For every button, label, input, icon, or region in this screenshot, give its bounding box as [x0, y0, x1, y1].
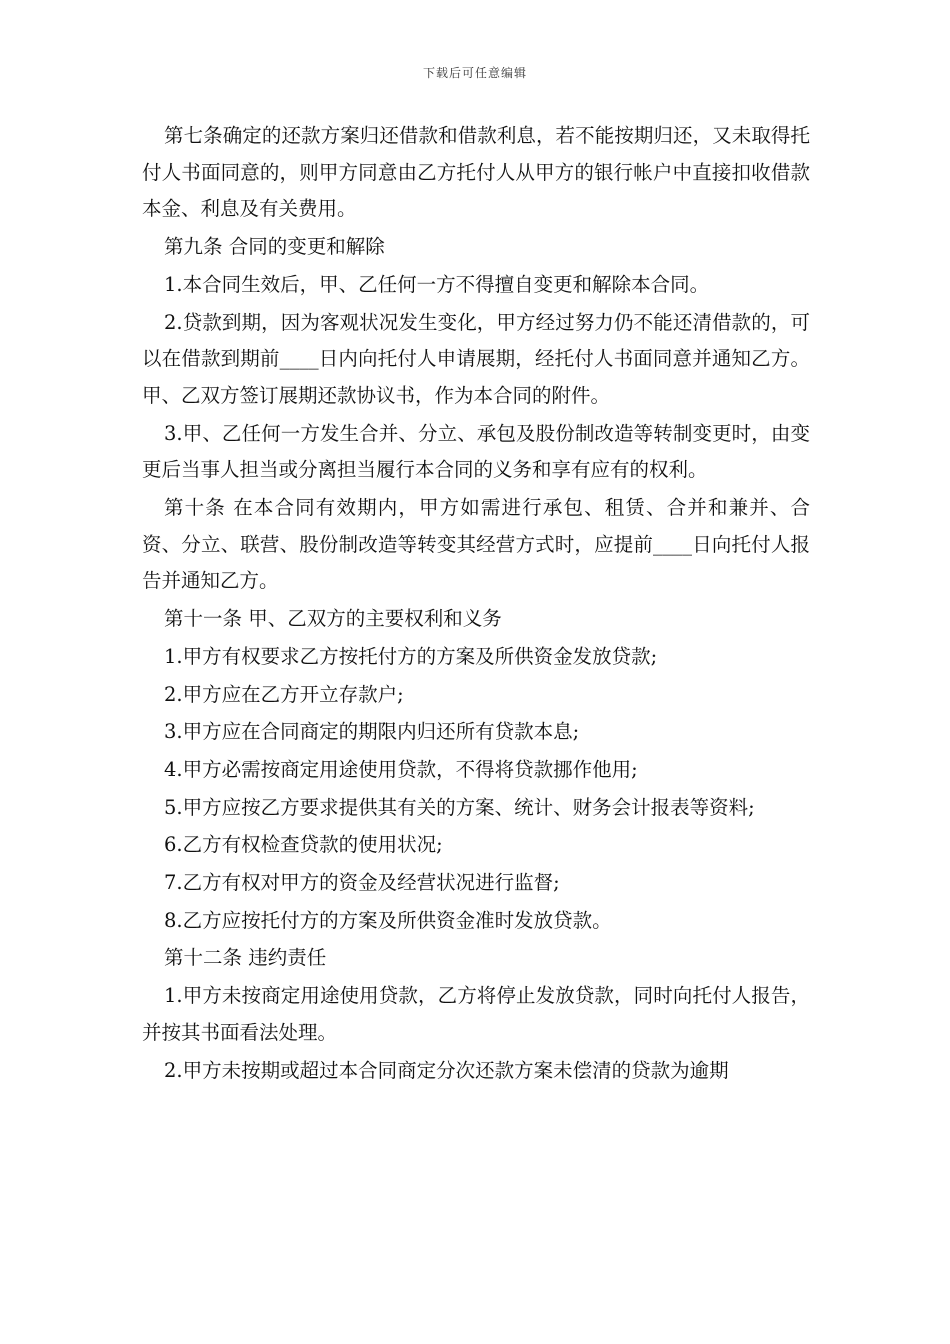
document-body [142, 118, 810, 1090]
article-eleven-item-1: 1.甲方有权要求乙方按托付方的方案及所供资金发放贷款; [164, 644, 658, 668]
article-eleven-item-5: 5.甲方应按乙方要求提供其有关的方案、统计、财务会计报表等资料; [164, 795, 755, 819]
article-nine-item-2: 2.贷款到期，因为客观状况发生变化，甲方经过努力仍不能还清借款的，可以在借款到期前____日内向托付人申请展期，经托付人书面同意并通知乙方。甲、乙双方签订展期还款协议书，作为本合同的附件。 [142, 310, 810, 407]
article-eleven-item-7: 7.乙方有权对甲方的资金及经营状况进行监督; [164, 871, 560, 895]
article-nine-item-1: 1.本合同生效后，甲、乙任何一方不得擅自变更和解除本合同。 [164, 272, 710, 296]
article-twelve-item-2: 2.甲方未按期或超过本合同商定分次还款方案未偿清的贷款为逾期 [164, 1058, 729, 1082]
article-eleven-heading: 第十一条 甲、乙双方的主要权利和义务 [164, 607, 502, 631]
article-twelve-item-1: 1.甲方未按商定用途使用贷款，乙方将停止发放贷款，同时向托付人报告，并按其书面看法处理。 [142, 984, 810, 1044]
article-ten: 第十条 在本合同有效期内，甲方如需进行承包、租赁、合并和兼并、合资、分立、联营、股份制改造等转变其经营方式时，应提前____日向托付人报告并通知乙方。 [142, 496, 810, 593]
article-eleven-item-4: 4.甲方必需按商定用途使用贷款，不得将贷款挪作他用; [164, 757, 638, 781]
article-eleven-item-2: 2.甲方应在乙方开立存款户; [164, 682, 404, 706]
article-eleven-item-3: 3.甲方应在合同商定的期限内归还所有贷款本息; [164, 720, 580, 744]
article-eleven-item-6: 6.乙方有权检查贷款的使用状况; [164, 833, 443, 857]
article-nine-heading: 第九条 合同的变更和解除 [164, 235, 385, 259]
article-nine-item-3: 3.甲、乙任何一方发生合并、分立、承包及股份制改造等转制变更时，由变更后当事人担当或分离担当履行本合同的义务和享有应有的权利。 [142, 421, 810, 482]
article-twelve-heading: 第十二条 违约责任 [164, 946, 327, 970]
article-eleven-item-8: 8.乙方应按托付方的方案及所供资金准时发放贷款。 [164, 908, 612, 932]
page-header: 下载后可任意编辑 [422, 66, 527, 80]
clause-seven-continuation: 第七条确定的还款方案归还借款和借款利息，若不能按期归还，又未取得托付人书面同意的，则甲方同意由乙方托付人从甲方的银行帐户中直接扣收借款本金、利息及有关费用。 [142, 124, 810, 221]
